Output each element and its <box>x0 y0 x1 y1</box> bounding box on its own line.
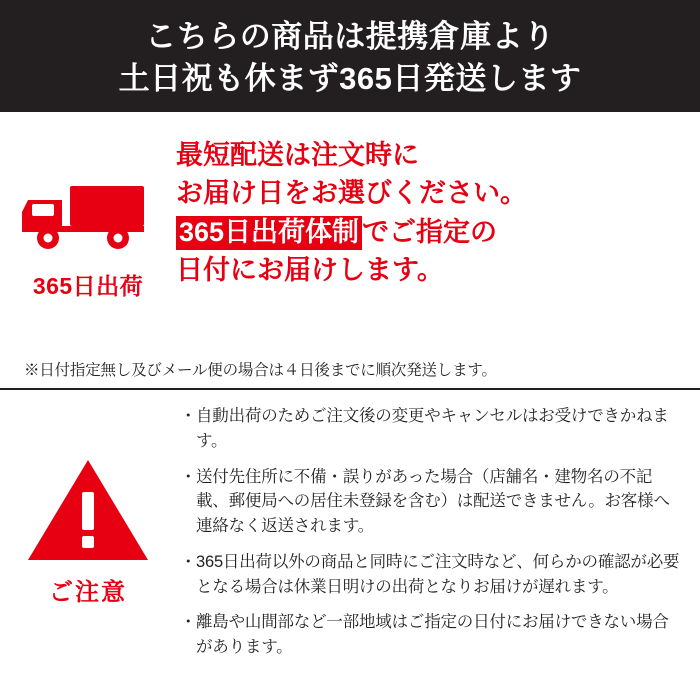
caution-label: ご注意 <box>49 579 127 606</box>
list-item <box>180 610 684 660</box>
delivery-line-3 <box>176 213 686 251</box>
truck-column <box>0 122 176 358</box>
delivery-line-3-rest: でご指定の <box>362 216 498 247</box>
header-line-1: こちらの商品は提携倉庫より <box>145 19 555 55</box>
truck-icon <box>20 170 156 254</box>
header-line-2: 土日祝も休まず365日発送します <box>118 61 582 96</box>
delivery-line-2: お届け日をお選びください。 <box>176 178 527 209</box>
delivery-line-4: 日付にお届けします。 <box>176 254 444 285</box>
delivery-text-column <box>176 122 700 358</box>
caution-list <box>176 400 700 700</box>
list-item-text: 365日出荷以外の商品と同時にご注文時など、何らかの確認が必要となる場合は休業日明けの出荷となりお届けが遅れます。 <box>196 552 680 596</box>
list-item <box>180 550 684 600</box>
caution-section <box>0 390 700 700</box>
bullet-marker: ・ <box>180 613 197 632</box>
warning-triangle-icon <box>26 456 150 564</box>
bullet-marker: ・ <box>180 467 197 486</box>
bullet-marker: ・ <box>180 407 197 425</box>
banner-header <box>0 0 700 112</box>
delivery-note: ※日付指定無し及びメール便の場合は４日後までに順次発送します。 <box>24 362 497 379</box>
delivery-line-1: 最短配送は注文時に <box>176 140 419 170</box>
list-item-text: 離島や山間部など一部地域はご指定の日付にお届けできない場合があります。 <box>196 613 669 656</box>
truck-label: 365日出荷 <box>32 273 144 299</box>
list-item-text: 自動出荷のためご注文後の変更やキャンセルはお受けできかねます。 <box>196 407 669 450</box>
delivery-section <box>0 112 700 390</box>
bullet-marker: ・ <box>180 552 197 571</box>
list-item <box>180 465 684 539</box>
delivery-line-3-highlight: 365日出荷体制 <box>176 216 362 250</box>
list-item <box>180 404 684 454</box>
caution-icon-column <box>0 400 176 700</box>
list-item-text: 送付先住所に不備・誤りがあった場合（店舗名・建物名の不記載、郵便局への居住未登録を含む）は配送できません。お客様へ連絡なく返送されます。 <box>196 467 670 535</box>
delivery-body <box>0 122 700 358</box>
